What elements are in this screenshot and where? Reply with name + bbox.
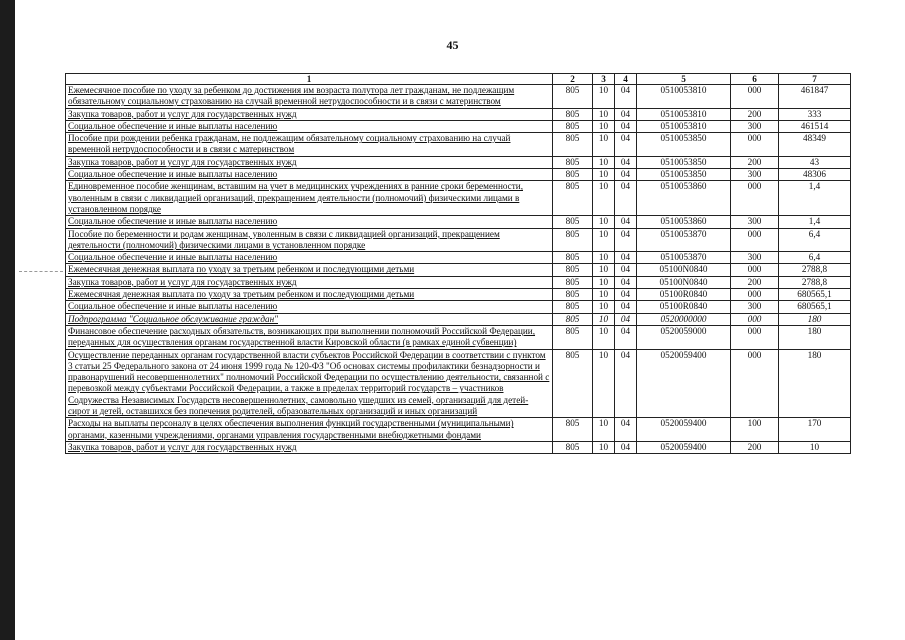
table-row bbox=[66, 325, 851, 349]
row-expense-type: 200 bbox=[731, 156, 779, 168]
row-target-article: 0510053870 bbox=[637, 252, 731, 264]
table-row bbox=[66, 289, 851, 301]
row-amount: 170 bbox=[779, 418, 851, 442]
row-amount: 180 bbox=[779, 313, 851, 325]
row-subsection: 04 bbox=[615, 108, 637, 120]
table-row bbox=[66, 349, 851, 418]
table-row bbox=[66, 120, 851, 132]
table-row bbox=[66, 228, 851, 252]
row-name: Социальное обеспечение и иные выплаты населению bbox=[66, 216, 553, 228]
row-name: Подпрограмма "Социальное обслуживание граждан" bbox=[66, 313, 553, 325]
table-row bbox=[66, 156, 851, 168]
row-target-article: 0510053850 bbox=[637, 156, 731, 168]
row-section: 10 bbox=[593, 169, 615, 181]
table-row bbox=[66, 301, 851, 313]
row-amount: 1,4 bbox=[779, 181, 851, 216]
row-section: 10 bbox=[593, 289, 615, 301]
row-subsection: 04 bbox=[615, 313, 637, 325]
row-expense-type: 000 bbox=[731, 228, 779, 252]
row-name: Социальное обеспечение и иные выплаты населению bbox=[66, 301, 553, 313]
row-section: 10 bbox=[593, 252, 615, 264]
table-row bbox=[66, 441, 851, 453]
row-name: Ежемесячная денежная выплата по уходу за третьим ребенком и последующими детьми bbox=[66, 264, 553, 276]
row-expense-type: 000 bbox=[731, 313, 779, 325]
row-section: 10 bbox=[593, 349, 615, 418]
row-admin-code: 805 bbox=[553, 181, 593, 216]
row-target-article: 05100R0840 bbox=[637, 289, 731, 301]
row-target-article: 0520000000 bbox=[637, 313, 731, 325]
row-expense-type: 000 bbox=[731, 133, 779, 157]
row-admin-code: 805 bbox=[553, 133, 593, 157]
row-admin-code: 805 bbox=[553, 228, 593, 252]
header-col-6: 6 bbox=[731, 74, 779, 85]
scan-artifact bbox=[19, 271, 63, 272]
row-expense-type: 000 bbox=[731, 264, 779, 276]
row-name: Расходы на выплаты персоналу в целях обеспечения выполнения функций государственными (муниципальными) органами, казенными учреждениями, органами управления государственными внебюджетными фондами bbox=[66, 418, 553, 442]
row-amount: 2788,8 bbox=[779, 264, 851, 276]
row-amount: 180 bbox=[779, 349, 851, 418]
row-name: Закупка товаров, работ и услуг для государственных нужд bbox=[66, 441, 553, 453]
row-admin-code: 805 bbox=[553, 264, 593, 276]
row-section: 10 bbox=[593, 108, 615, 120]
header-col-5: 5 bbox=[637, 74, 731, 85]
row-subsection: 04 bbox=[615, 289, 637, 301]
row-target-article: 0510053850 bbox=[637, 133, 731, 157]
table-row bbox=[66, 264, 851, 276]
row-admin-code: 805 bbox=[553, 169, 593, 181]
row-amount: 180 bbox=[779, 325, 851, 349]
row-subsection: 04 bbox=[615, 325, 637, 349]
row-expense-type: 100 bbox=[731, 418, 779, 442]
row-target-article: 05100R0840 bbox=[637, 301, 731, 313]
row-admin-code: 805 bbox=[553, 325, 593, 349]
row-subsection: 04 bbox=[615, 264, 637, 276]
table-row bbox=[66, 216, 851, 228]
row-name: Пособие при рождении ребенка гражданам, не подлежащим обязательному социальному страхованию на случай временной нетрудоспособности и в связи с материнством bbox=[66, 133, 553, 157]
row-admin-code: 805 bbox=[553, 313, 593, 325]
row-admin-code: 805 bbox=[553, 418, 593, 442]
row-section: 10 bbox=[593, 181, 615, 216]
page-number: 45 bbox=[446, 38, 459, 52]
table-row bbox=[66, 276, 851, 288]
row-amount: 461514 bbox=[779, 120, 851, 132]
row-admin-code: 805 bbox=[553, 85, 593, 109]
row-name: Осуществление переданных органам государственной власти субъектов Российской Федерации в соответствии с пунктом 3 статьи 25 Федерального закона от 24 июня 1999 года № 120-ФЗ "Об основах системы профилактики безнадзорности и правонарушений несовершеннолетних" полномочий Российской Федерации по осуществлению деятельности, связанной с перевозкой между субъектами Российской Федерации, а также в пределах территорий государств – участников Содружества Независимых Государств несовершеннолетних, самовольно ушедших из семей, организаций для детей-сирот и детей, оставшихся без попечения родителей, образовательных организаций и иных организаций bbox=[66, 349, 553, 418]
header-col-3: 3 bbox=[593, 74, 615, 85]
table-row bbox=[66, 108, 851, 120]
row-target-article: 0510053810 bbox=[637, 120, 731, 132]
row-target-article: 0520059000 bbox=[637, 325, 731, 349]
row-name: Финансовое обеспечение расходных обязательств, возникающих при выполнении полномочий Российской Федерации, переданных для осуществления органам государственной власти Кировской области (в рамках единой субвенции) bbox=[66, 325, 553, 349]
header-col-1: 1 bbox=[66, 74, 553, 85]
table-row bbox=[66, 313, 851, 325]
row-amount: 680565,1 bbox=[779, 301, 851, 313]
row-section: 10 bbox=[593, 216, 615, 228]
row-amount: 6,4 bbox=[779, 228, 851, 252]
row-subsection: 04 bbox=[615, 301, 637, 313]
header-col-4: 4 bbox=[615, 74, 637, 85]
row-expense-type: 300 bbox=[731, 216, 779, 228]
row-section: 10 bbox=[593, 313, 615, 325]
row-target-article: 05100N0840 bbox=[637, 264, 731, 276]
row-subsection: 04 bbox=[615, 252, 637, 264]
row-section: 10 bbox=[593, 418, 615, 442]
row-amount: 43 bbox=[779, 156, 851, 168]
row-name: Единовременное пособие женщинам, вставшим на учет в медицинских учреждениях в ранние сроки беременности, уволенным в связи с ликвидацией организаций, прекращением деятельности (полномочий) физическими лицами в установленном порядке bbox=[66, 181, 553, 216]
row-section: 10 bbox=[593, 120, 615, 132]
row-name: Социальное обеспечение и иные выплаты населению bbox=[66, 252, 553, 264]
table-row bbox=[66, 181, 851, 216]
row-name: Ежемесячная денежная выплата по уходу за третьим ребенком и последующими детьми bbox=[66, 289, 553, 301]
row-subsection: 04 bbox=[615, 156, 637, 168]
row-target-article: 0510053860 bbox=[637, 181, 731, 216]
row-admin-code: 805 bbox=[553, 289, 593, 301]
row-target-article: 05100N0840 bbox=[637, 276, 731, 288]
row-expense-type: 000 bbox=[731, 325, 779, 349]
row-amount: 6,4 bbox=[779, 252, 851, 264]
row-name: Социальное обеспечение и иные выплаты населению bbox=[66, 169, 553, 181]
row-expense-type: 300 bbox=[731, 301, 779, 313]
row-name: Закупка товаров, работ и услуг для государственных нужд bbox=[66, 156, 553, 168]
scan-left-edge bbox=[0, 0, 15, 640]
row-amount: 1,4 bbox=[779, 216, 851, 228]
row-target-article: 0510053860 bbox=[637, 216, 731, 228]
row-section: 10 bbox=[593, 325, 615, 349]
table-row bbox=[66, 418, 851, 442]
row-section: 10 bbox=[593, 301, 615, 313]
row-amount: 48349 bbox=[779, 133, 851, 157]
table-row bbox=[66, 133, 851, 157]
row-admin-code: 805 bbox=[553, 156, 593, 168]
row-name: Социальное обеспечение и иные выплаты населению bbox=[66, 120, 553, 132]
row-target-article: 0510053810 bbox=[637, 108, 731, 120]
table-row bbox=[66, 252, 851, 264]
row-expense-type: 300 bbox=[731, 169, 779, 181]
table-row bbox=[66, 169, 851, 181]
row-target-article: 0510053850 bbox=[637, 169, 731, 181]
row-expense-type: 000 bbox=[731, 85, 779, 109]
header-col-2: 2 bbox=[553, 74, 593, 85]
row-subsection: 04 bbox=[615, 181, 637, 216]
row-subsection: 04 bbox=[615, 169, 637, 181]
row-amount: 461847 bbox=[779, 85, 851, 109]
row-expense-type: 200 bbox=[731, 276, 779, 288]
row-name: Пособие по беременности и родам женщинам, уволенным в связи с ликвидацией организаций, прекращением деятельности (полномочий) физическими лицами в установленном порядке bbox=[66, 228, 553, 252]
row-expense-type: 000 bbox=[731, 289, 779, 301]
row-section: 10 bbox=[593, 441, 615, 453]
row-section: 10 bbox=[593, 276, 615, 288]
row-admin-code: 805 bbox=[553, 108, 593, 120]
row-name: Ежемесячное пособие по уходу за ребенком до достижения им возраста полутора лет гражданам, не подлежащим обязательному социальному страхованию на случай временной нетрудоспособности и в связи с материнством bbox=[66, 85, 553, 109]
row-admin-code: 805 bbox=[553, 252, 593, 264]
row-subsection: 04 bbox=[615, 120, 637, 132]
row-admin-code: 805 bbox=[553, 276, 593, 288]
row-name: Закупка товаров, работ и услуг для государственных нужд bbox=[66, 108, 553, 120]
row-expense-type: 300 bbox=[731, 120, 779, 132]
row-amount: 680565,1 bbox=[779, 289, 851, 301]
row-section: 10 bbox=[593, 264, 615, 276]
row-target-article: 0520059400 bbox=[637, 418, 731, 442]
row-section: 10 bbox=[593, 133, 615, 157]
row-expense-type: 000 bbox=[731, 181, 779, 216]
row-admin-code: 805 bbox=[553, 349, 593, 418]
row-subsection: 04 bbox=[615, 85, 637, 109]
table-row bbox=[66, 85, 851, 109]
row-subsection: 04 bbox=[615, 349, 637, 418]
row-expense-type: 200 bbox=[731, 108, 779, 120]
row-expense-type: 300 bbox=[731, 252, 779, 264]
row-amount: 48306 bbox=[779, 169, 851, 181]
row-subsection: 04 bbox=[615, 418, 637, 442]
row-target-article: 0510053810 bbox=[637, 85, 731, 109]
row-subsection: 04 bbox=[615, 441, 637, 453]
row-target-article: 0520059400 bbox=[637, 441, 731, 453]
row-admin-code: 805 bbox=[553, 441, 593, 453]
header-row bbox=[66, 74, 851, 85]
row-amount: 333 bbox=[779, 108, 851, 120]
row-section: 10 bbox=[593, 228, 615, 252]
row-target-article: 0520059400 bbox=[637, 349, 731, 418]
row-target-article: 0510053870 bbox=[637, 228, 731, 252]
row-subsection: 04 bbox=[615, 228, 637, 252]
row-section: 10 bbox=[593, 85, 615, 109]
row-admin-code: 805 bbox=[553, 301, 593, 313]
row-subsection: 04 bbox=[615, 133, 637, 157]
row-subsection: 04 bbox=[615, 276, 637, 288]
row-amount: 10 bbox=[779, 441, 851, 453]
header-col-7: 7 bbox=[779, 74, 851, 85]
row-admin-code: 805 bbox=[553, 120, 593, 132]
budget-table bbox=[65, 73, 851, 454]
row-expense-type: 000 bbox=[731, 349, 779, 418]
row-subsection: 04 bbox=[615, 216, 637, 228]
row-admin-code: 805 bbox=[553, 216, 593, 228]
row-name: Закупка товаров, работ и услуг для государственных нужд bbox=[66, 276, 553, 288]
row-amount: 2788,8 bbox=[779, 276, 851, 288]
row-section: 10 bbox=[593, 156, 615, 168]
row-expense-type: 200 bbox=[731, 441, 779, 453]
